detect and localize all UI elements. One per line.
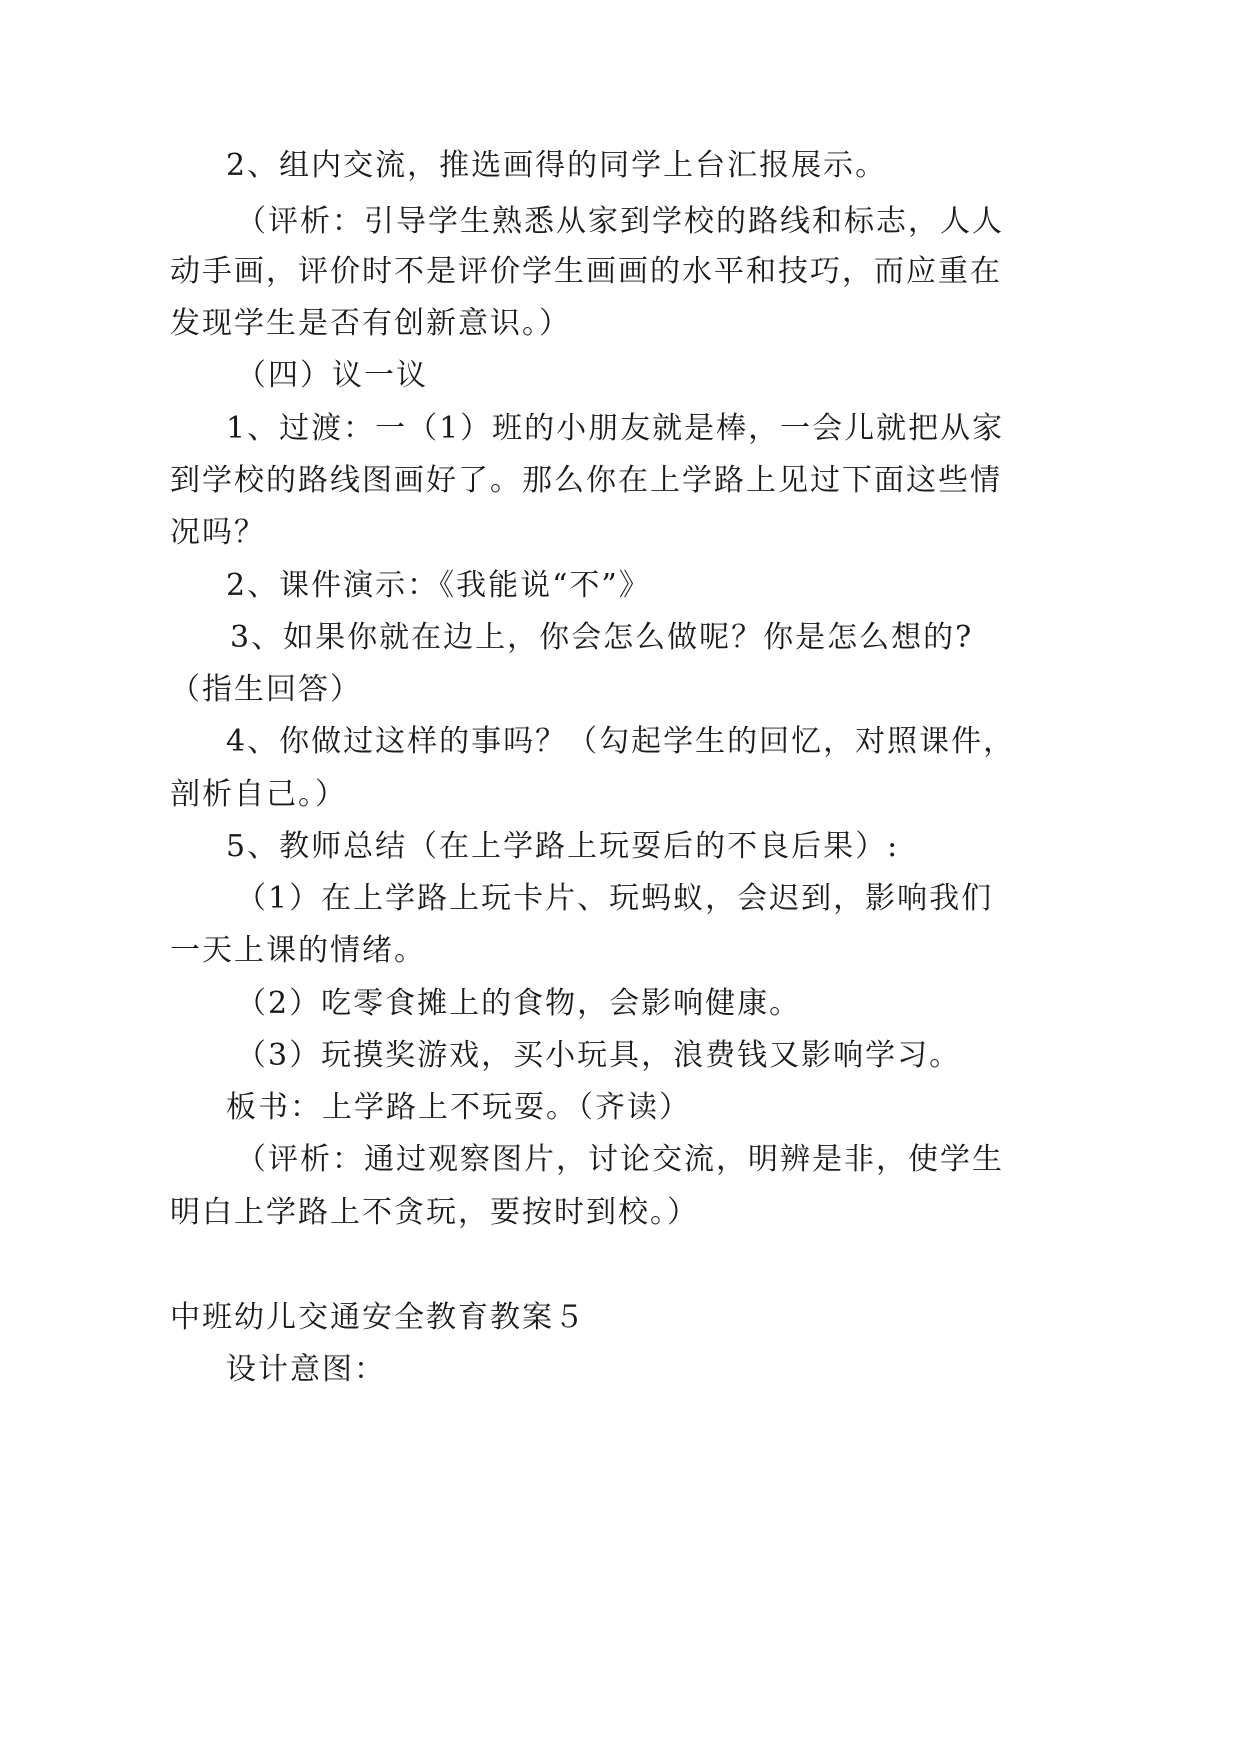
paragraph-line: 设计意图： <box>226 1352 386 1387</box>
paragraph-line: 一天上课的情绪。 <box>170 933 426 968</box>
paragraph-line: （1）在上学路上玩卡片、玩蚂蚁，会迟到，影响我们 <box>236 881 994 916</box>
paragraph-line: （指生回答） <box>170 672 362 707</box>
paragraph-line: （2）吃零食摊上的食物，会影响健康。 <box>236 986 802 1021</box>
paragraph-line: 1、过渡：一（1）班的小朋友就是棒，一会儿就把从家 <box>226 411 1005 446</box>
paragraph-line: 明白上学路上不贪玩，要按时到校。） <box>170 1195 699 1230</box>
section-heading: （四）议一议 <box>236 358 428 393</box>
paragraph-line: （3）玩摸奖游戏，买小玩具，浪费钱又影响学习。 <box>236 1038 962 1073</box>
paragraph-line: 3、如果你就在边上，你会怎么做呢？你是怎么想的? <box>230 620 974 655</box>
paragraph-line: 发现学生是否有创新意识。） <box>170 306 571 341</box>
paragraph-line: 2、组内交流，推选画得的同学上台汇报展示。 <box>226 148 888 183</box>
paragraph-line: 板书：上学路上不玩耍。（齐读） <box>226 1090 691 1125</box>
paragraph-line: 剖析自己。） <box>170 777 347 812</box>
paragraph-line: （评析：通过观察图片，讨论交流，明辨是非，使学生 <box>236 1142 1004 1177</box>
document-title: 中班幼儿交通安全教育教案５ <box>170 1300 586 1335</box>
paragraph-line: 动手画，评价时不是评价学生画画的水平和技巧，而应重在 <box>170 254 1002 289</box>
paragraph-line: （评析：引导学生熟悉从家到学校的路线和标志，人人 <box>236 204 1004 239</box>
paragraph-line: 5、教师总结（在上学路上玩耍后的不良后果）: <box>226 829 900 864</box>
paragraph-line: 到学校的路线图画好了。那么你在上学路上见过下面这些情 <box>170 463 1002 498</box>
paragraph-line: 2、课件演示：《我能说“不”》 <box>226 568 651 603</box>
paragraph-line: 4、你做过这样的事吗？（勾起学生的回忆，对照课件， <box>226 724 1016 759</box>
paragraph-line: 况吗？ <box>170 515 266 550</box>
